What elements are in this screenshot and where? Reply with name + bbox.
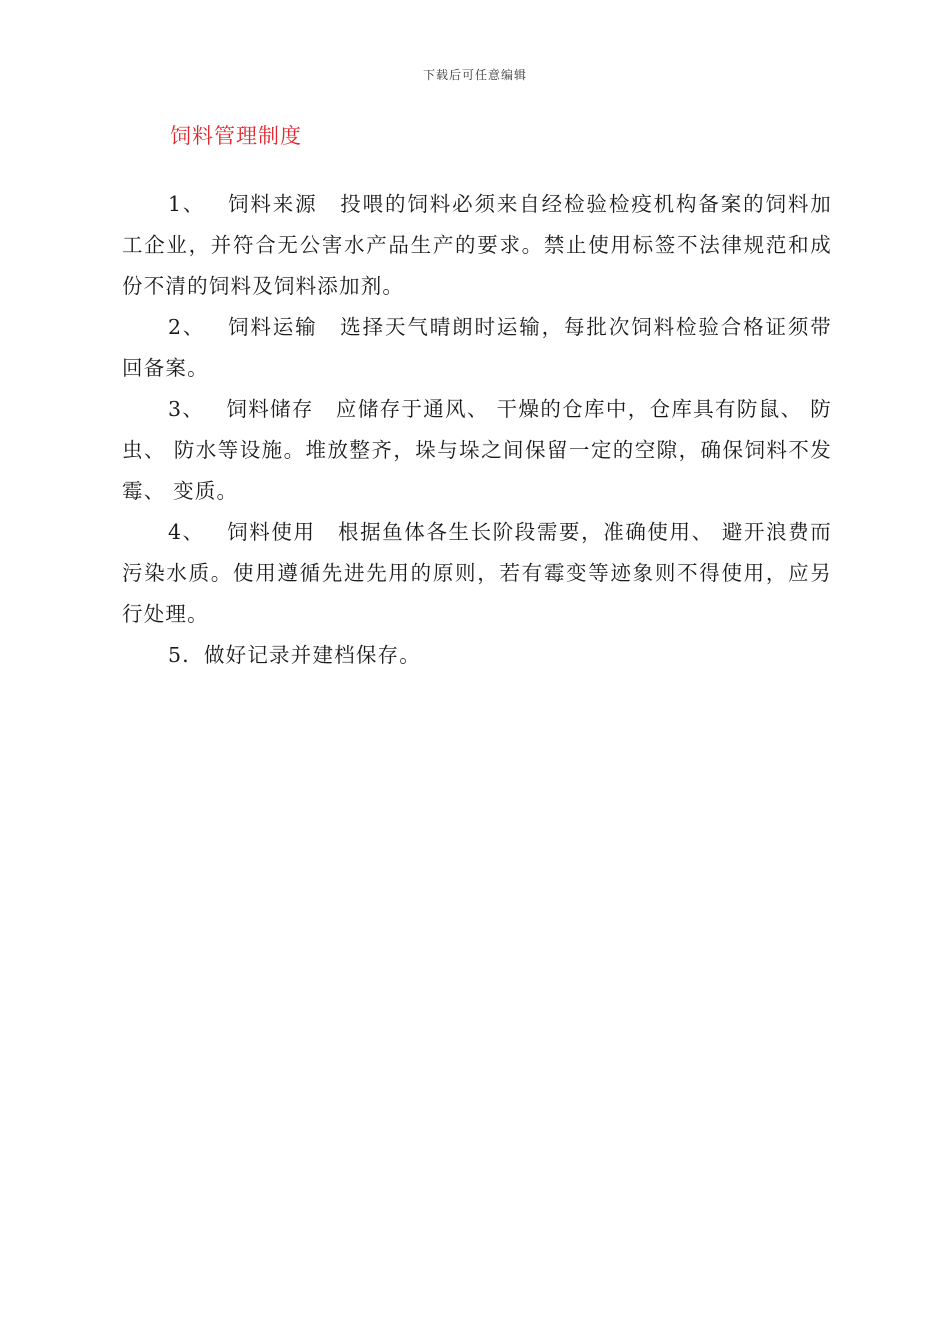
document-title: 饲料管理制度: [170, 124, 302, 148]
paragraph-feed-usage: [122, 512, 832, 635]
paragraph-text: 投喂的饲料必须来自经检验检疫机构备案的饲料加工企业，并符合无公害水产品生产的要求。禁止使用标签不法律规范和成份不清的饲料及饲料添加剂。: [122, 192, 832, 298]
paragraph-text: 应储存于通风、 干燥的仓库中，仓库具有防鼠、 防虫、 防水等设施。堆放整齐，垛与垛之间保留一定的空隙，确保饲料不发霉、 变质。: [122, 397, 832, 503]
paragraph-record-keeping: [122, 635, 832, 676]
header-note: 下载后可任意编辑: [422, 68, 527, 82]
paragraph-text: 根据鱼体各生长阶段需要，准确使用、 避开浪费而污染水质。使用遵循先进先用的原则，若有霉变等迹象则不得使用，应另行处理。: [122, 520, 832, 626]
paragraph-text: 5．做好记录并建档保存。: [168, 643, 421, 667]
document-body: [122, 184, 832, 676]
paragraph-number: 1、: [168, 192, 206, 216]
paragraph-heading: 饲料使用: [226, 520, 316, 544]
paragraph-feed-source: [122, 184, 832, 307]
paragraph-number: 2、: [168, 315, 206, 339]
paragraph-heading: 饲料运输: [227, 315, 318, 339]
paragraph-number: 4、: [168, 520, 205, 544]
paragraph-feed-transport: [122, 307, 832, 389]
paragraph-heading: 饲料储存: [226, 397, 314, 421]
paragraph-text: 选择天气晴朗时运输，每批次饲料检验合格证须带回备案。: [122, 315, 832, 380]
paragraph-feed-storage: [122, 389, 832, 512]
paragraph-number: 3、: [168, 397, 205, 421]
paragraph-heading: 饲料来源: [227, 192, 318, 216]
